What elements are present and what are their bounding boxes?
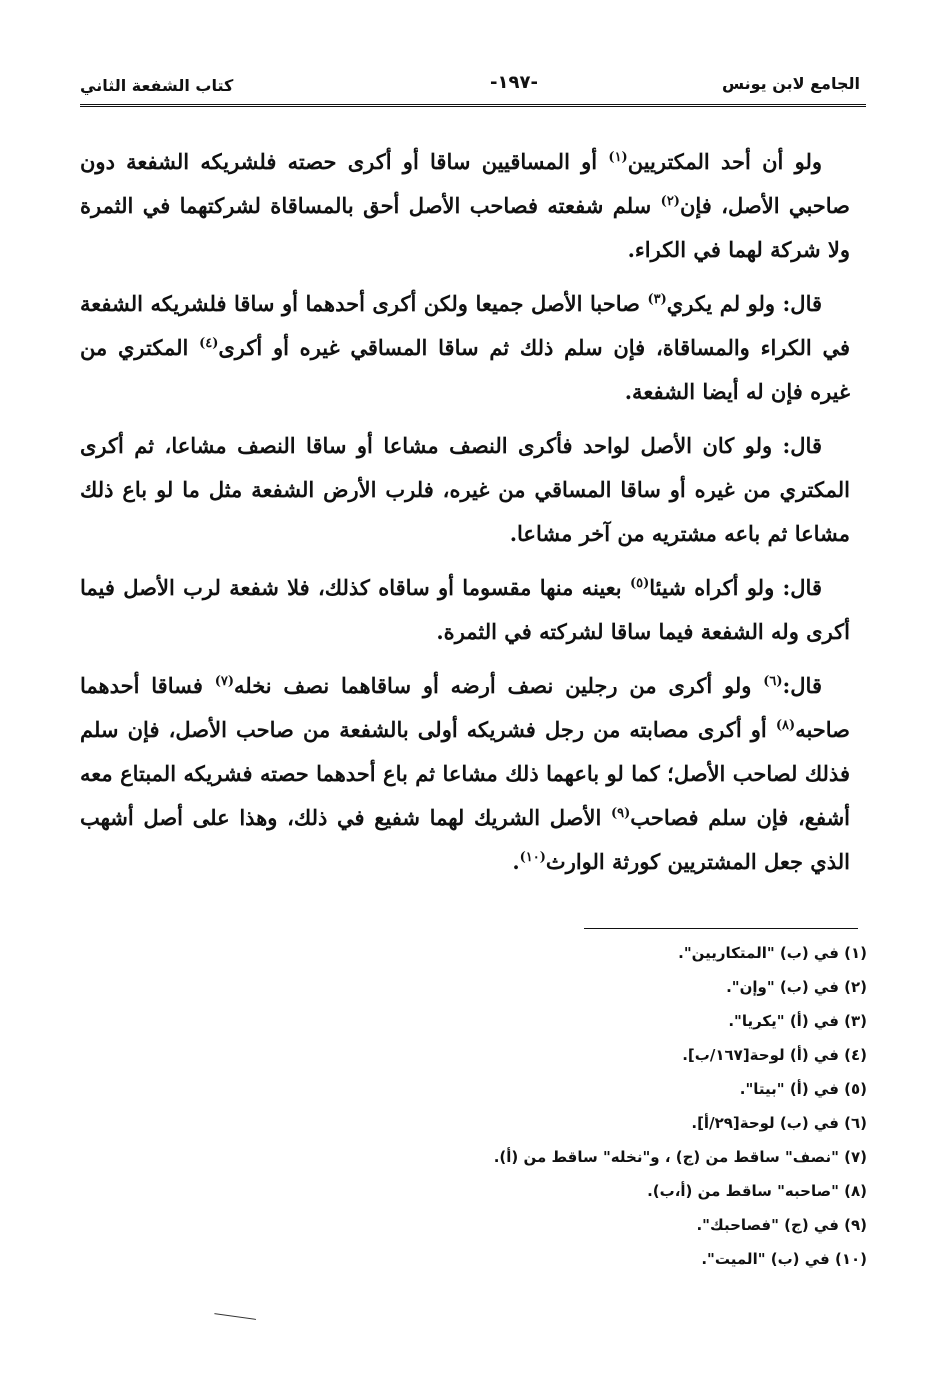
footnote: (٢) في (ب) "وإن". bbox=[726, 978, 867, 996]
paragraph-text: أو المساقيين ساقا أو أكرى حصته فلشريكه الشفعة دون صاحبي الأصل، فإن bbox=[80, 149, 850, 218]
paragraph-text: قال: ولو أكراه شيئا bbox=[649, 575, 822, 600]
footnote: (٣) في (أ) "يكريا". bbox=[728, 1012, 867, 1030]
footnote-separator bbox=[584, 928, 858, 929]
footnote-marker: (٢) bbox=[660, 194, 680, 209]
footnote-marker: (٤) bbox=[199, 336, 219, 351]
footnote-marker: (٩) bbox=[611, 806, 631, 821]
header-rule bbox=[80, 104, 866, 107]
paragraph-text: المكتري من غيره فإن له أيضا الشفعة. bbox=[80, 335, 850, 404]
paragraph-text: بعينه منها مقسوما أو ساقاه كذلك، فلا شفعة لرب الأصل فيما أكرى وله الشفعة فيما ساقا لشركته في الثمرة. bbox=[80, 575, 850, 644]
paragraph-text: صاحبا الأصل جميعا ولكن أكرى أحدهما أو ساقا فلشريكه الشفعة في الكراء والمساقاة، فإن سلم ذلك ثم ساقا المساقي غيره أو أكرى bbox=[80, 291, 850, 360]
paragraph-text: ولو أن أحد المكتريين bbox=[627, 149, 823, 174]
footnote-marker: (١٠) bbox=[519, 850, 546, 865]
paragraph-text: فساقا أحدهما صاحبه bbox=[80, 673, 850, 742]
paragraph bbox=[80, 566, 850, 654]
paragraph-text: قال: ولو لم يكري bbox=[666, 291, 823, 316]
stray-pen-mark bbox=[214, 1313, 256, 1323]
footnote: (٦) في (ب) لوحة[٢٩/أ]. bbox=[691, 1114, 867, 1132]
paragraph-text: أو أكرى مصابته من رجل فشريكه أولى بالشفعة من صاحب الأصل، فإن سلم فذلك لصاحب الأصل؛ كما لو باعهما ذلك مشاعا ثم باع أحدهما حصته فشريكه المبتاع معه أشفع، فإن سلم فصاحب bbox=[80, 717, 850, 830]
paragraph bbox=[80, 140, 850, 272]
footnote: (١٠) في (ب) "الميت". bbox=[701, 1250, 867, 1268]
footnote-marker: (١) bbox=[608, 150, 628, 165]
footnote-marker: (٧) bbox=[214, 674, 234, 689]
page-header bbox=[80, 66, 860, 100]
footnote: (٧) "نصف" ساقط من (ج) ، و"نخله" ساقط من (أ). bbox=[493, 1148, 867, 1166]
footnote-marker: (٥) bbox=[629, 576, 650, 591]
footnote-marker: (٣) bbox=[647, 292, 667, 307]
paragraph-text: الأصل الشريك لهما شفيع في ذلك، وهذا على أصل أشهب الذي جعل المشتريين كورثة الوارث bbox=[80, 805, 850, 874]
paragraph bbox=[80, 424, 850, 556]
paragraph-text: ولو أكرى من رجلين نصف أرضه أو ساقاهما نصف نخله bbox=[233, 673, 764, 698]
footnote: (٥) في (أ) "بيتا". bbox=[739, 1080, 867, 1098]
footnote: (٨) "صاحبه" ساقط من (أ،ب). bbox=[647, 1182, 867, 1200]
footnote: (٤) في (أ) لوحة[١٦٧/ب]. bbox=[682, 1046, 867, 1064]
paragraph-text: سلم شفعته فصاحب الأصل أحق بالمساقاة لشركتهما في الثمرة ولا شركة لهما في الكراء. bbox=[80, 193, 850, 262]
book-title: الجامع لابن يونس bbox=[722, 74, 860, 93]
footnote-marker: (٦) bbox=[763, 674, 783, 689]
paragraph bbox=[80, 664, 850, 884]
paragraph bbox=[80, 282, 850, 414]
footnote: (٩) في (ج) "فصاحبك". bbox=[696, 1216, 867, 1234]
paragraph-text: قال: ولو كان الأصل لواحد فأكرى النصف مشاعا أو ساقا النصف مشاعا، ثم أكرى المكتري من غيره أو ساقا المساقي من غيره، فلرب الأرض الشفعة مثل ما لو باع ذلك مشاعا ثم باعه مشتريه من آخر مشاعا. bbox=[80, 433, 850, 546]
paragraph-text: قال: bbox=[782, 673, 822, 698]
page-number: -١٩٧- bbox=[490, 72, 538, 93]
footnote: (١) في (ب) "المتكاريين". bbox=[678, 944, 867, 962]
chapter-title: كتاب الشفعة الثاني bbox=[80, 76, 234, 95]
paragraph-text: . bbox=[512, 849, 520, 874]
footnotes bbox=[367, 936, 867, 1276]
main-text bbox=[80, 140, 850, 894]
footnote-marker: (٨) bbox=[775, 718, 796, 733]
